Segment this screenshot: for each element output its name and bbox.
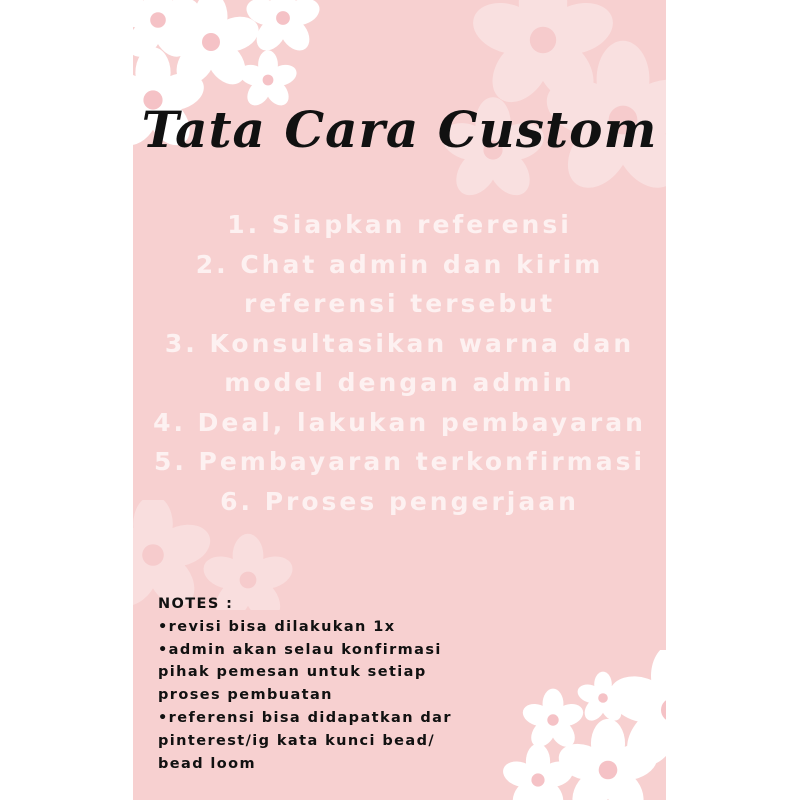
flower-cluster-bottom-right-icon bbox=[503, 650, 666, 800]
note-line: proses pembuatan bbox=[158, 687, 333, 704]
step-line: 1. Siapkan referensi bbox=[227, 210, 572, 239]
step-line: 3. Konsultasikan warna dan bbox=[164, 328, 635, 358]
note-line: •admin akan selau konfirmasi bbox=[158, 641, 442, 658]
note-line: •referensi bisa didapatkan dar bbox=[158, 709, 452, 726]
note-line: pihak pemesan untuk setiap bbox=[158, 664, 427, 681]
steps-list bbox=[133, 205, 666, 521]
notes-heading: NOTES : bbox=[158, 596, 234, 612]
step-line: 2. Chat admin dan kirim bbox=[195, 249, 604, 279]
poster bbox=[133, 0, 666, 800]
notes-section bbox=[158, 593, 478, 775]
poster-title: Tata Cara Custom bbox=[141, 100, 658, 159]
note-line: bead loom bbox=[158, 755, 257, 772]
step-line: 6. Proses pengerjaan bbox=[220, 486, 579, 516]
step-line: 5. Pembayaran terkonfirmasi bbox=[153, 447, 646, 476]
step-line: referensi tersebut bbox=[243, 289, 556, 318]
step-line: 4. Deal, lakukan pembayaran bbox=[153, 407, 646, 437]
note-line: •revisi bisa dilakukan 1x bbox=[158, 618, 396, 635]
note-line: pinterest/ig kata kunci bead/ bbox=[158, 732, 436, 749]
step-line: model dengan admin bbox=[224, 368, 575, 397]
